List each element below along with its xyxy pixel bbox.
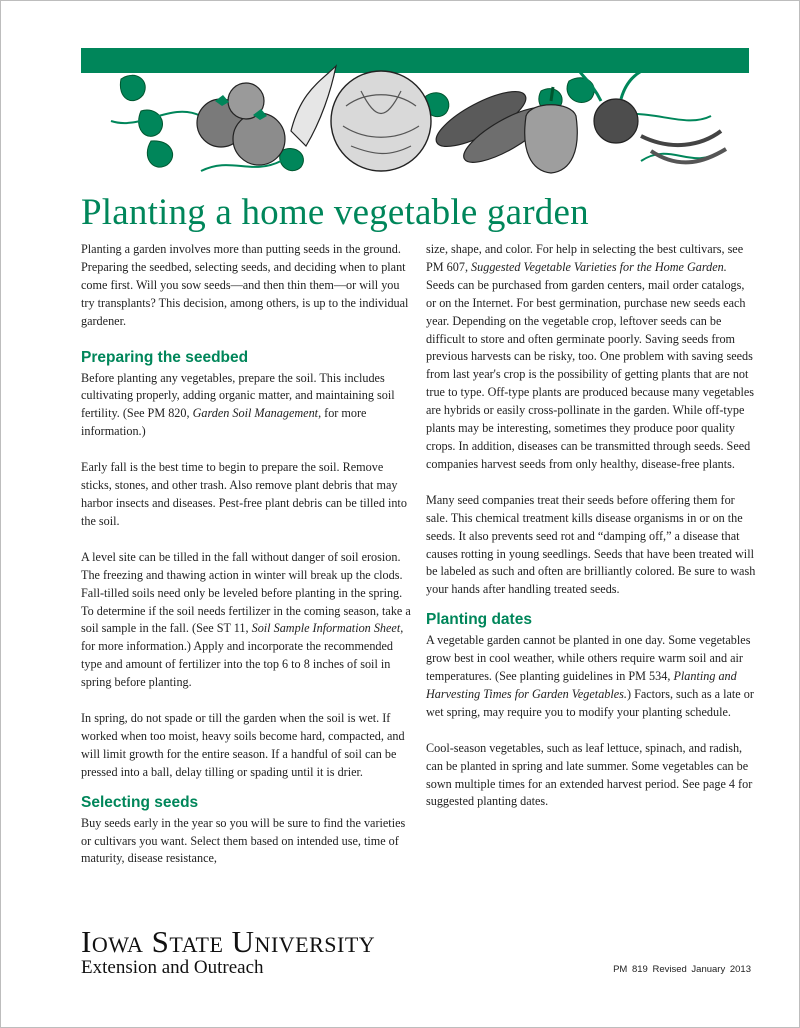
reference-planting-and-harvesting-times: Planting and Harvesting Times for Garden Vegetables.: [426, 669, 737, 701]
intro-paragraph: Planting a garden involves more than putting seeds in the ground. Preparing the seedbed, selecting seeds, and deciding when to plant come first. Will you sow seeds—and then thin them—or will you try transplants? This decision, among others, is up to the individual gardener.: [81, 242, 409, 328]
selecting-seeds-paragraph-1: Buy seeds early in the year so you will be sure to find the varieties or cultivars you want. Select them based on intended use, time of maturity, disease resistance,: [81, 815, 406, 866]
reference-soil-sample-information-sheet: Soil Sample Information Sheet: [251, 621, 401, 636]
reference-garden-soil-management: Garden Soil Management: [192, 406, 319, 421]
planting-dates-paragraph-1: A vegetable garden cannot be planted in one day. Some vegetables grow best in cool weather, while others require warm soil and air temperatures. (See planting guidelines in PM 534, Planting and Harvesting Times for Garden Vegetables.) Factors, such as a late or wet spring, may require you to modify your planting schedule.: [426, 633, 754, 719]
seedbed-paragraph-1: Before planting any vegetables, prepare the soil. This includes cultivating properly, adding organic matter, and maintaining soil fertility. (See PM 820, Garden Soil Management, for more information.): [81, 370, 395, 439]
seedbed-paragraph-3: A level site can be tilled in the fall without danger of soil erosion. The freezing and thawing action in winter will break up the clods. Fall-tilled soils need only be leveled before planting in the spring. To determine if the soil needs fertilizer in the coming season, take a soil sample in the fall. (See ST 11, Soil Sample Information Sheet, for more information.) Apply and incorporate the recommended type and amount of fertilizer into the top 6 to 8 inches of soil in spring before planting.: [81, 549, 411, 690]
institution-logo-text: Iowa State University: [81, 924, 376, 959]
document-title: Planting a home vegetable garden: [81, 192, 589, 233]
heading-selecting-seeds: Selecting seeds: [81, 793, 199, 811]
heading-planting-dates: Planting dates: [426, 611, 532, 629]
institution-unit: Extension and Outreach: [81, 957, 264, 978]
right-column: [426, 241, 756, 811]
publication-id: PM 819 Revised January 2013: [613, 964, 751, 975]
left-column: [81, 241, 411, 868]
reference-suggested-vegetable-varieties: Suggested Vegetable Varieties for the Home Garden.: [471, 259, 727, 274]
seedbed-paragraph-2: Early fall is the best time to begin to prepare the soil. Remove sticks, stones, and other trash. Also remove plant debris that may harbor insects and diseases. Pest-free plant debris can be tilled into the soil.: [81, 460, 407, 528]
planting-dates-paragraph-2: Cool-season vegetables, such as leaf lettuce, spinach, and radish, can be planted in spring and late summer. Some vegetables can be sown multiple times for an extended harvest period. See page 4 for suggested planting dates.: [426, 740, 753, 809]
seedbed-paragraph-4: In spring, do not spade or till the garden when the soil is wet. If worked when too moist, heavy soils become hard, compacted, and will limit growth for the entire season. If a handful of soil can be pressed into a ball, delay tilling or spading until it is drier.: [81, 711, 405, 779]
selecting-seeds-paragraph-2: Many seed companies treat their seeds before offering them for sale. This chemical treatment kills disease organisms in or on the seeds. It also prevents seed rot and “damping off,” a disease that causes rotting in young seedlings. Seeds that have been treated will be labeled as such and often are brilliantly colored. Be sure to wash your hands after handling treated seeds.: [426, 492, 756, 597]
vegetable-illustration: [81, 61, 749, 191]
heading-preparing-the-seedbed: Preparing the seedbed: [81, 348, 249, 366]
selecting-seeds-paragraph-1-continued: size, shape, and color. For help in selecting the best cultivars, see PM 607, Suggested Vegetable Varieties for the Home Garden. Seeds can be purchased from garden centers, mail order catalogs, or on the Internet. For best germination, purchase new seeds each year. Depending on the vegetable crop, leftover seeds can be difficult to store and often germinate poorly. Saving seeds from previous harvests can be risky, too. One problem with saving seeds from last year's crop is the possibility of getting plants that are not true to type. Off-type plants are produced because many vegetables are hybrids or easily cross-pollinate in the garden. While off-type plants may be interesting, sometimes they produce poor quality crops. In addition, diseases can be transmitted through seeds. Seed companies harvest seeds from only healthy, disease-free plants.: [426, 242, 755, 471]
